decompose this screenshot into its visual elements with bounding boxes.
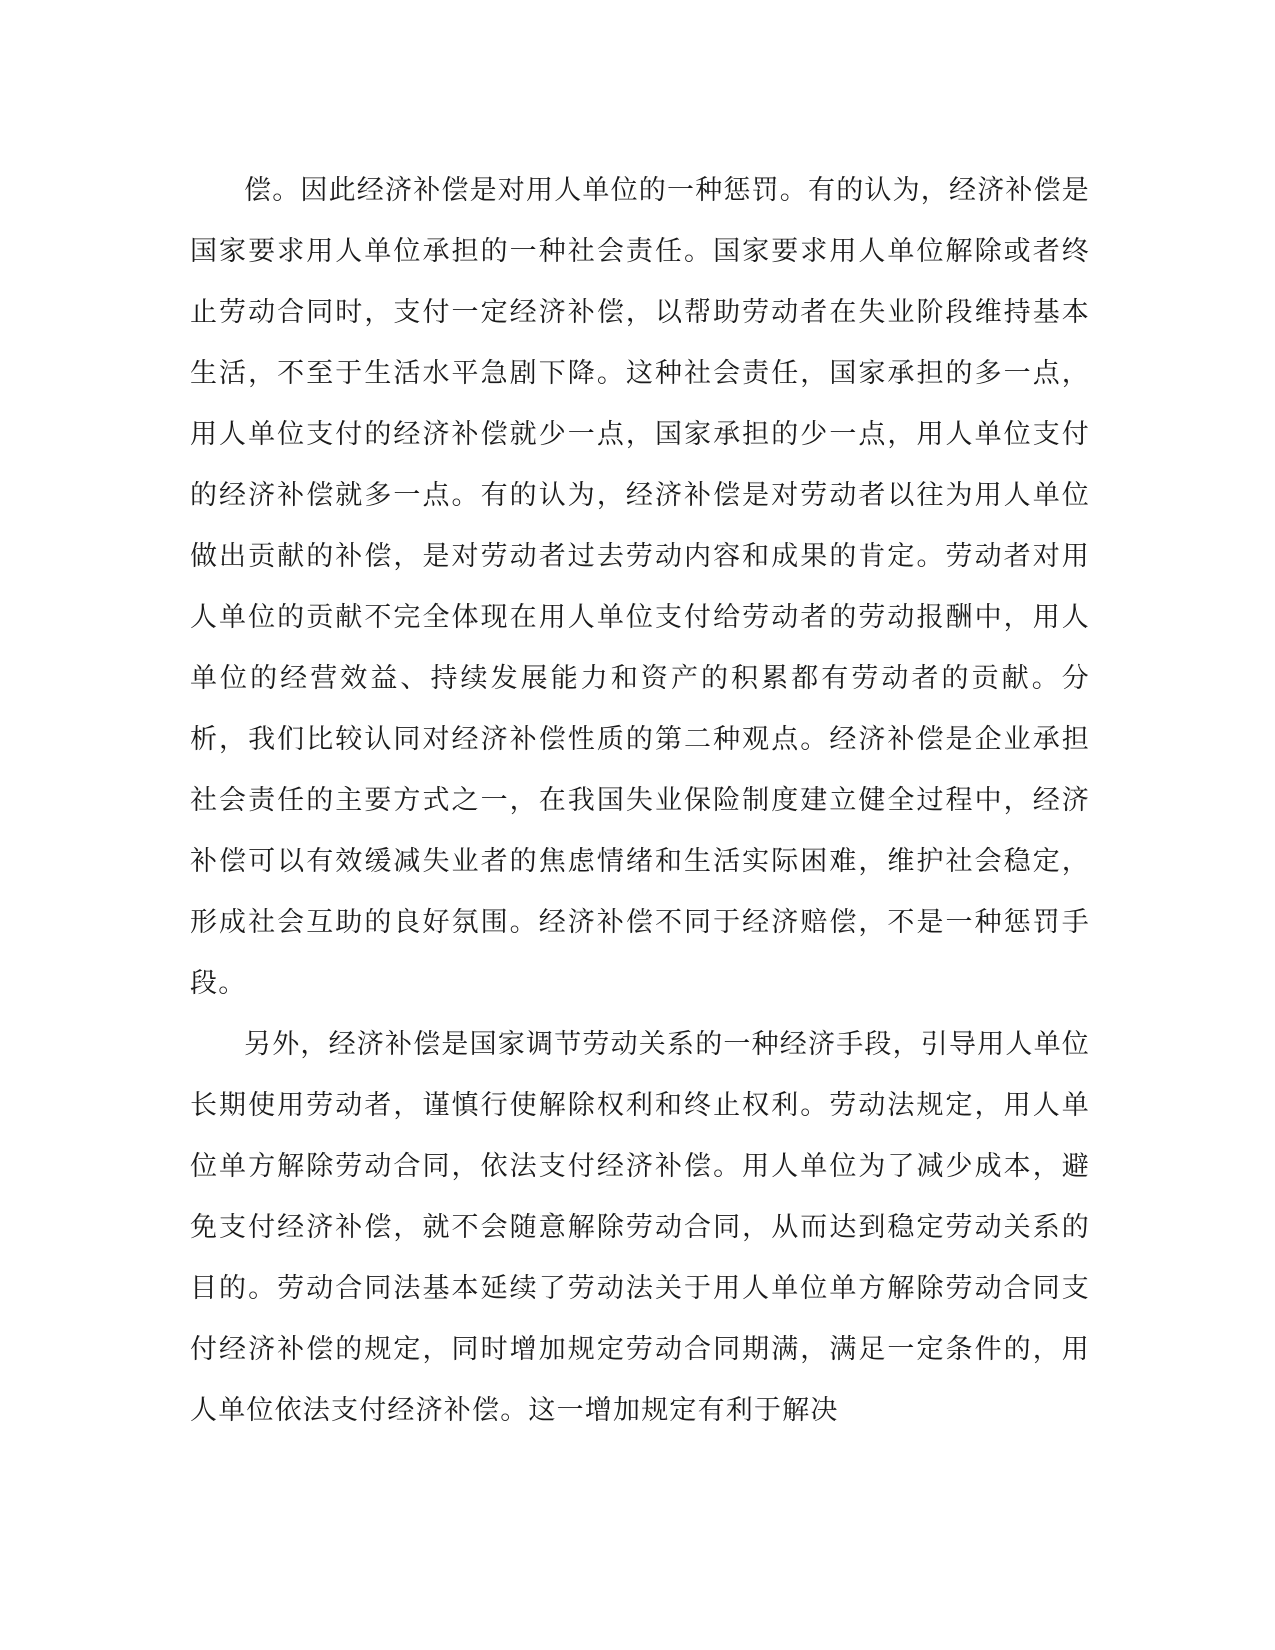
paragraph-1: 偿。因此经济补偿是对用人单位的一种惩罚。有的认为，经济补偿是国家要求用人单位承担的一种社会责任。国家要求用人单位解除或者终止劳动合同时，支付一定经济补偿，以帮助劳动者在失业阶段维持基本生活，不至于生活水平急剧下降。这种社会责任，国家承担的多一点，用人单位支付的经济补偿就少一点，国家承担的少一点，用人单位支付的经济补偿就多一点。有的认为，经济补偿是对劳动者以往为用人单位做出贡献的补偿，是对劳动者过去劳动内容和成果的肯定。劳动者对用人单位的贡献不完全体现在用人单位支付给劳动者的劳动报酬中，用人单位的经营效益、持续发展能力和资产的积累都有劳动者的贡献。分析，我们比较认同对经济补偿性质的第二种观点。经济补偿是企业承担社会责任的主要方式之一，在我国失业保险制度建立健全过程中，经济补偿可以有效缓减失业者的焦虑情绪和生活实际困难，维护社会稳定，形成社会互助的良好氛围。经济补偿不同于经济赔偿，不是一种惩罚手段。 — [190, 175, 1090, 999]
paragraph-2: 另外，经济补偿是国家调节劳动关系的一种经济手段，引导用人单位长期使用劳动者，谨慎行使解除权利和终止权利。劳动法规定，用人单位单方解除劳动合同，依法支付经济补偿。用人单位为了减少成本，避免支付经济补偿，就不会随意解除劳动合同，从而达到稳定劳动关系的目的。劳动合同法基本延续了劳动法关于用人单位单方解除劳动合同支付经济补偿的规定，同时增加规定劳动合同期满，满足一定条件的，用人单位依法支付经济补偿。这一增加规定有利于解决 — [190, 1029, 1090, 1426]
document-body — [190, 160, 1090, 1441]
